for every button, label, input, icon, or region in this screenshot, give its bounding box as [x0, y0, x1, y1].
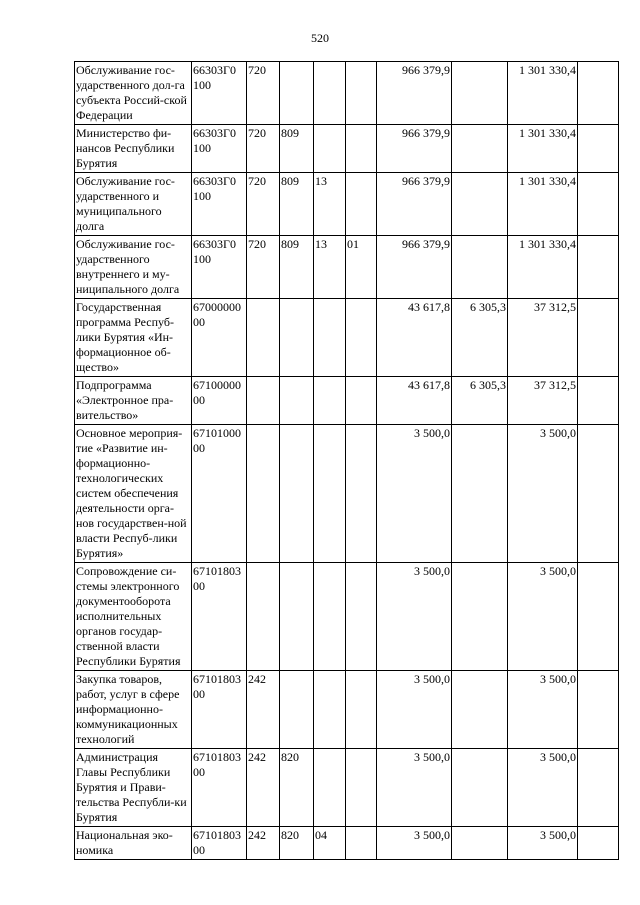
cell-sum-4: [578, 173, 619, 236]
cell-subsection: [346, 377, 377, 425]
cell-sum-2: 6 305,3: [452, 299, 508, 377]
cell-sum-3: 1 301 330,4: [508, 236, 578, 299]
cell-subsection: [346, 827, 377, 860]
cell-name: Администрация Главы Республики Бурятия и Прави-тельства Республи-ки Бурятия: [75, 749, 192, 827]
cell-target-article: 66303Г0 100: [192, 236, 247, 299]
cell-section: [314, 749, 346, 827]
cell-sum-3: 1 301 330,4: [508, 62, 578, 125]
cell-subsection: [346, 173, 377, 236]
cell-expense-type: [247, 377, 280, 425]
cell-sum-2: [452, 236, 508, 299]
table-row: [75, 62, 619, 125]
cell-name: Сопровождение си-стемы электронного документооборота исполнительных органов государ-ственной власти Республики Бурятия: [75, 563, 192, 671]
cell-sum-1: 3 500,0: [377, 671, 452, 749]
cell-name: Национальная эко-номика: [75, 827, 192, 860]
cell-sum-3: 3 500,0: [508, 749, 578, 827]
cell-subsection: [346, 749, 377, 827]
cell-chief-administrator: [280, 377, 314, 425]
cell-sum-1: 43 617,8: [377, 299, 452, 377]
cell-name: Подпрограмма «Электронное пра-вительство»: [75, 377, 192, 425]
cell-section: [314, 125, 346, 173]
cell-sum-2: [452, 125, 508, 173]
cell-name: Основное мероприя-тие «Развитие ин-формационно-технологических систем обеспечения деятельности орга-нов государствен-ной власти Респуб-лики Бурятия»: [75, 425, 192, 563]
cell-chief-administrator: 809: [280, 173, 314, 236]
cell-name: Закупка товаров, работ, услуг в сфере информационно-коммуникационных технологий: [75, 671, 192, 749]
cell-sum-4: [578, 671, 619, 749]
table-row: [75, 827, 619, 860]
cell-sum-3: 37 312,5: [508, 299, 578, 377]
cell-chief-administrator: 820: [280, 827, 314, 860]
cell-section: [314, 62, 346, 125]
cell-subsection: [346, 425, 377, 563]
cell-sum-2: [452, 749, 508, 827]
cell-target-article: 67101803 00: [192, 671, 247, 749]
cell-sum-1: 966 379,9: [377, 173, 452, 236]
cell-sum-4: [578, 563, 619, 671]
cell-target-article: 67000000 00: [192, 299, 247, 377]
cell-sum-2: 6 305,3: [452, 377, 508, 425]
cell-expense-type: 720: [247, 173, 280, 236]
cell-chief-administrator: [280, 425, 314, 563]
cell-section: [314, 671, 346, 749]
cell-subsection: [346, 299, 377, 377]
cell-expense-type: [247, 563, 280, 671]
cell-sum-3: 3 500,0: [508, 425, 578, 563]
cell-section: 13: [314, 173, 346, 236]
page-number: 520: [311, 31, 329, 45]
cell-sum-3: 3 500,0: [508, 563, 578, 671]
cell-sum-4: [578, 827, 619, 860]
cell-sum-2: [452, 671, 508, 749]
cell-target-article: 67101803 00: [192, 749, 247, 827]
cell-sum-2: [452, 173, 508, 236]
cell-subsection: [346, 671, 377, 749]
cell-sum-1: 3 500,0: [377, 425, 452, 563]
cell-sum-1: 43 617,8: [377, 377, 452, 425]
cell-chief-administrator: [280, 671, 314, 749]
cell-target-article: 67101000 00: [192, 425, 247, 563]
cell-target-article: 67101803 00: [192, 563, 247, 671]
cell-chief-administrator: 809: [280, 236, 314, 299]
table-row: [75, 236, 619, 299]
cell-sum-1: 3 500,0: [377, 563, 452, 671]
cell-sum-4: [578, 299, 619, 377]
cell-sum-2: [452, 425, 508, 563]
cell-subsection: [346, 62, 377, 125]
cell-sum-4: [578, 125, 619, 173]
cell-sum-3: 3 500,0: [508, 671, 578, 749]
cell-name: Обслуживание гос-ударственного и муниципального долга: [75, 173, 192, 236]
table-row: [75, 377, 619, 425]
cell-section: [314, 563, 346, 671]
table-row: [75, 299, 619, 377]
cell-name: Обслуживание гос-ударственного дол-га субъекта Россий-ской Федерации: [75, 62, 192, 125]
cell-name: Государственная программа Респуб-лики Бурятия «Ин-формационное об-щество»: [75, 299, 192, 377]
cell-section: [314, 425, 346, 563]
cell-expense-type: 720: [247, 62, 280, 125]
cell-sum-4: [578, 377, 619, 425]
cell-sum-1: 966 379,9: [377, 125, 452, 173]
cell-sum-2: [452, 62, 508, 125]
cell-section: 13: [314, 236, 346, 299]
budget-table: [74, 61, 619, 860]
cell-expense-type: 242: [247, 827, 280, 860]
table-row: [75, 425, 619, 563]
cell-sum-4: [578, 236, 619, 299]
cell-sum-1: 966 379,9: [377, 236, 452, 299]
table-row: [75, 671, 619, 749]
cell-expense-type: 242: [247, 749, 280, 827]
cell-target-article: 66303Г0 100: [192, 62, 247, 125]
cell-sum-4: [578, 62, 619, 125]
cell-target-article: 67101803 00: [192, 827, 247, 860]
cell-sum-1: 3 500,0: [377, 749, 452, 827]
cell-expense-type: 720: [247, 236, 280, 299]
cell-sum-3: 1 301 330,4: [508, 125, 578, 173]
cell-target-article: 67100000 00: [192, 377, 247, 425]
table-row: [75, 749, 619, 827]
cell-chief-administrator: [280, 299, 314, 377]
cell-name: Министерство фи-нансов Республики Бурятия: [75, 125, 192, 173]
cell-chief-administrator: [280, 62, 314, 125]
cell-sum-3: 37 312,5: [508, 377, 578, 425]
cell-sum-2: [452, 827, 508, 860]
cell-chief-administrator: 820: [280, 749, 314, 827]
cell-sum-3: 3 500,0: [508, 827, 578, 860]
cell-expense-type: 242: [247, 671, 280, 749]
cell-expense-type: [247, 425, 280, 563]
cell-sum-4: [578, 425, 619, 563]
cell-sum-3: 1 301 330,4: [508, 173, 578, 236]
cell-expense-type: [247, 299, 280, 377]
cell-sum-2: [452, 563, 508, 671]
cell-sum-1: 3 500,0: [377, 827, 452, 860]
cell-chief-administrator: 809: [280, 125, 314, 173]
cell-subsection: [346, 125, 377, 173]
cell-section: [314, 299, 346, 377]
cell-section: [314, 377, 346, 425]
cell-sum-1: 966 379,9: [377, 62, 452, 125]
cell-subsection: [346, 563, 377, 671]
table-row: [75, 563, 619, 671]
table-row: [75, 125, 619, 173]
cell-subsection: 01: [346, 236, 377, 299]
cell-sum-4: [578, 749, 619, 827]
cell-section: 04: [314, 827, 346, 860]
cell-expense-type: 720: [247, 125, 280, 173]
cell-target-article: 66303Г0 100: [192, 125, 247, 173]
cell-name: Обслуживание гос-ударственного внутреннего и му-ниципального долга: [75, 236, 192, 299]
cell-target-article: 66303Г0 100: [192, 173, 247, 236]
table-row: [75, 173, 619, 236]
cell-chief-administrator: [280, 563, 314, 671]
